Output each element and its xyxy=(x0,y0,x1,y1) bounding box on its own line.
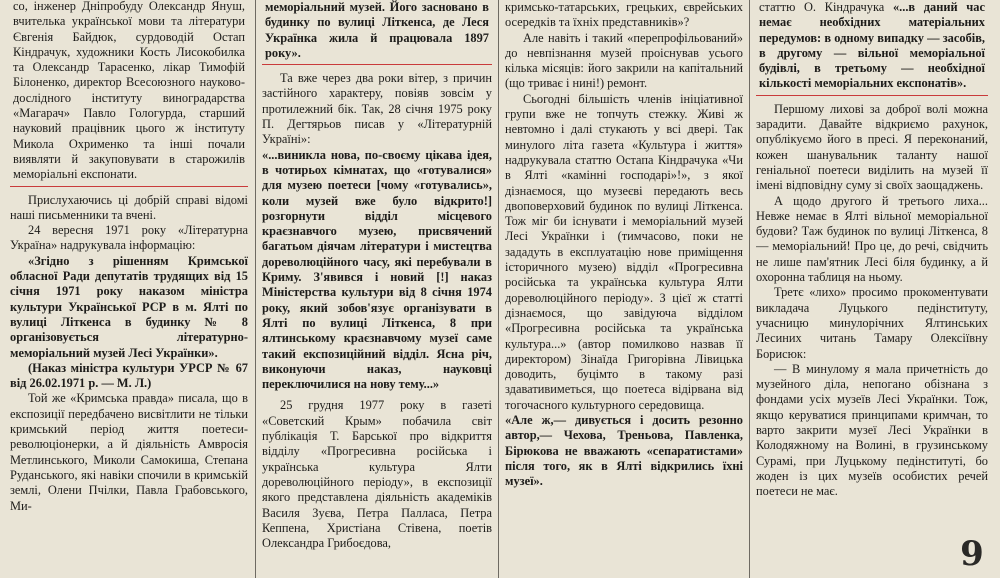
column-1 xyxy=(10,0,248,578)
column-divider xyxy=(749,0,750,578)
column-4 xyxy=(756,0,988,578)
paragraph: — В минулому я мала причетність до музейного діла, непогано обізнана з фондами усіх музеїв Лесі Українки. Тож, якщо керуватися принципами кримчан, то варто закрити музеї Лесі Українки в Колодяжному на Волині, в грузинському Сурамі, при Луцькому педінституті, бо жоден із цих музеїв особистих речей поетеси не має. xyxy=(756,361,988,499)
boxed-quote: «...в даний час немає необхідних матеріальних передумов: в одному випадку — засобів, в другому — вільної меморіальної будівлі, в третьому — необхідної кількості меморіальних експонатів». xyxy=(759,0,985,91)
highlight-box-col2 xyxy=(262,0,492,65)
column-divider xyxy=(498,0,499,578)
page-number xyxy=(954,536,990,572)
boxed-paragraph: меморіальний музей. Його засновано в будинку по вулиці Літкенса, де Леся Українка жила й працювала 1897 року». xyxy=(265,0,489,60)
quote-paragraph: «...виникла нова, по-своєму цікава ідея, в чотирьох кімнатах, що «готувалися» для музею поетеси [чому «готувались», коли музей вже було відкрито!] розгорнути відділ місцевого краєзнавчого музею, присвячений багатьом діячам літератури і мистецтва дореволюційного часу, які перебували в Криму. З'явився і новий [!] наказ Міністерства культури від 8 січня 1974 року, який зобов'язує організувати в Ялті по вулиці Літкенса, 8 при ялтинському краєзнавчому музеї саме такий експозиційний відділ. Ясна річ, виконуючи наказ, науковці переключилися на нову тему...» xyxy=(262,147,492,392)
paragraph: 24 вересня 1971 року «Літературна Україна» надрукувала інформацію: xyxy=(10,223,248,253)
paragraph: А щодо другого й третього лиха... Невже немає в Ялті вільної меморіальної будови? Таж будинок по вулиці Літкенса, 8 — меморіальний! Про це, до речі, свідчить не лише пам'ятник Лесі біля будинку, а й охоронна таблиця на ньому. xyxy=(756,193,988,285)
paragraph: Першому лихові за доброї волі можна зарадити. Давайте відкриємо рахунок, опублікуємо його в пресі. Я переконаний, кожен шанувальник таланту нашої геніальної поетеси виділить на музей її імені відповідну суму зі своїх заощаджень. xyxy=(756,101,988,193)
quote-paragraph: «Але ж,— дивується і досить резонно автор,— Чехова, Треньова, Павленка, Бірюкова не вважають «сепаратистами» після того, як в Ялті відкрились їхні музеї». xyxy=(505,413,743,489)
paragraph: Той же «Кримська правда» писала, що в експозиції передбачено висвітлити не тільки кримський період життя поетеси-революціонерки, а й діяльність Амвросія Метлинського, Миколи Самокиша, Степана Руданського, які навіки спочили в кримській землі, Олени Пчілки, Павла Грабовського, Ми- xyxy=(10,391,248,513)
column-3 xyxy=(505,0,743,578)
column-2 xyxy=(262,0,492,578)
page-number-text: 9 xyxy=(960,534,984,574)
paragraph: Прислухаючись ці добрій справі відомі наші письменники та вчені. xyxy=(10,192,248,222)
paragraph: Та вже через два роки вітер, з причин застійного характеру, повіяв зовсім у протилежний бік. Так, 28 січня 1975 року П. Дегтярьов писав у «Літературній Україні»: xyxy=(262,71,492,147)
highlight-box-col4 xyxy=(756,0,988,96)
paragraph: Третє «лихо» просимо прокоментувати викладача Луцького педінституту, учасницю минулорічних Ялтинських Лесиних читань Тамару Олексіївну Борисюк: xyxy=(756,285,988,361)
order-reference: (Наказ міністра культури УРСР № 67 від 26.02.1971 р. — М. Л.) xyxy=(10,360,248,391)
quote-paragraph: «Згідно з рішенням Кримської обласної Ради депутатів трудящих від 15 січня 1971 року наказом міністра культури Української РСР в м. Ялті по вулиці Літкенса в будинку № 8 організовується літературно-меморіальний музей Лесі Українки». xyxy=(10,253,248,360)
paragraph: 25 грудня 1977 року в газеті «Советский Крым» побачила світ публікація Т. Барської про відкриття відділу «Прогресивна російська і українська культура Ялти дореволюційного періоду», в експозиції якого представлена діяльність академіків Василя Зуєва, Петра Палласа, Петра Кеппена, Христіана Стівена, поетів Олександра Грибоєдова, xyxy=(262,398,492,551)
column-divider xyxy=(255,0,256,578)
highlight-box-col1 xyxy=(10,0,248,187)
boxed-paragraph: со, інженер Дніпробуду Олександр Януш, вчителька української мови та літератури Євгенія Байдюк, сурдоводій Остап Кіндрачук, художники Кость Лисокобилка та Олександр Тарасенко, лікар Тимофій Білоненко, директор Всесоюзного науково-дослідного інституту виноградарства «Магарач» Павло Гологурда, старший науковий працівник цього ж інституту Микола Охрименко та інші почали виявляти й закуповувати в старожилів меморіальні експонати. xyxy=(13,0,245,182)
paragraph: Але навіть і такий «перепрофільований» до невпізнання музей проіснував усього кілька місяців: його закрили на капітальний (що триває і нині!) ремонт. xyxy=(505,30,743,91)
paragraph: Сьогодні більшість членів ініціативної групи вже не топчуть стежку. Живі ж невтомно і далі стукають у всі двері. Так минулого літа газета «Культура і життя» надрукувала статтю Остапа Кіндрачука «Чи в Ялті «камінні господарі»!», з якої дізнаємося, що музеєві передають весь двоповерховий будинок по вулиці Літкенса. Тож міг би існувати і меморіальний музей Лесі Українки і (тимчасово, поки не зададуть в експлуатацію нове приміщення історичного музею) відділ «Прогресивна російська та українська культура Ялти дореволюційного періоду». З цієї ж статті дізнаємося, що завідуюча відділом «Прогресивна російська та українська культура...» (автор помилково назвав її директором) Зінаїда Григорівна Лівицька доводить, буцімто в такому разі здавативиметься, що поетеса відірвана від тогочасного культурного середовища. xyxy=(505,91,743,412)
boxed-paragraph xyxy=(759,0,985,92)
paragraph: кримсько-татарських, грецьких, єврейських осередків та їхніх представників»? xyxy=(505,0,743,30)
boxed-lead: статтю О. Кіндрачука xyxy=(759,0,885,14)
